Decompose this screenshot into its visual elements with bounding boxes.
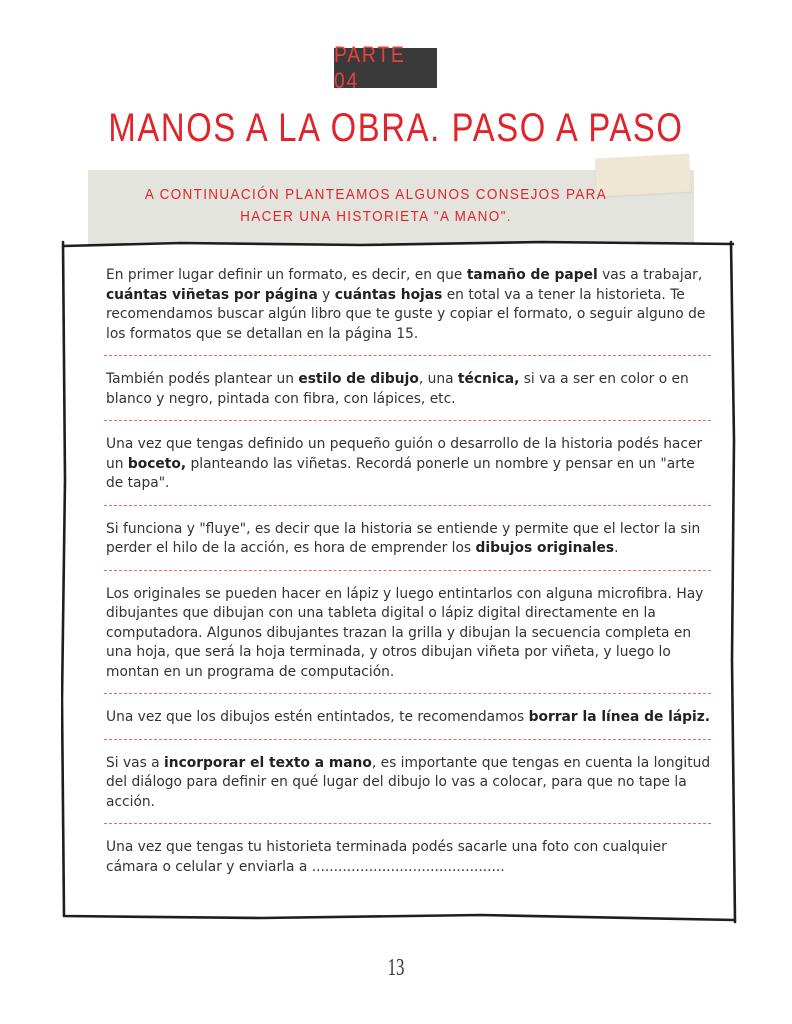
highlight: tamaño de papel [466,267,598,283]
page-title: MANOS A LA OBRA. PASO A PASO [108,106,684,150]
tip-paragraph-8: Una vez que tengas tu historieta terminada podés sacarle una foto con cualquier cámara o celular y enviarla a ............................................ [106,839,667,875]
page-number: 13 [387,955,405,981]
tip-paragraph-6: Una vez que los dibujos estén entintados, te recomendamos borrar la línea de lápiz. [106,709,711,725]
dashed-divider [104,823,711,824]
tip-paragraph-7: Si vas a incorporar el texto a mano, es importante que tengas en cuenta la longitud del diálogo para definir en qué lugar del dibujo lo vas a colocar, para que no tape la acción. [106,754,711,810]
dashed-divider [104,739,711,740]
highlight: técnica, [457,371,520,387]
highlight: cuántas hojas [334,286,443,303]
part-label-badge [334,42,437,93]
highlight: dibujos originales [475,540,615,556]
dashed-divider [104,420,711,421]
subtitle-line-2: HACER UNA HISTORIETA "A MANO". [240,208,512,225]
tip-paragraph-3: Una vez que tengas definido un pequeño guión o desarrollo de la historia podés hacer un boceto, planteando las viñetas. Recordá ponerle un nombre y pensar en un "arte de tapa". [106,436,703,491]
highlight: incorporar el texto a mano [164,754,372,771]
dashed-divider [104,693,711,694]
highlight: cuántas viñetas por página [106,286,318,303]
subtitle-line-1: A CONTINUACIÓN PLANTEAMOS ALGUNOS CONSEJOS PARA [144,186,608,203]
dashed-divider [104,505,711,506]
tip-paragraph-2: También podés plantear un estilo de dibujo, una técnica, si va a ser en color o en blanco y negro, pintada con fibra, con lápices, etc. [106,371,689,407]
tip-paragraph-1: En primer lugar definir un formato, es decir, en que tamaño de papel vas a trabajar, cuántas viñetas por página y cuántas hojas en total va a tener la historieta. Te recomendamos buscar algún libro que te guste y copiar el formato, o seguir alguno de los formatos que se detallan en la página 15. [106,267,706,342]
tips-list [106,266,711,877]
highlight: borrar la línea de lápiz. [528,709,711,725]
dashed-divider [104,355,711,356]
part-label: PARTE 04 [334,42,406,93]
email-blank: ............................................ [311,858,505,875]
tip-paragraph-4: Si funciona y "fluye", es decir que la historia se entiende y permite que el lector la sin perder el hilo de la acción, es hora de emprender los dibujos originales. [106,520,701,556]
highlight: estilo de dibujo [298,371,419,387]
dashed-divider [104,570,711,571]
subtitle [117,184,635,228]
highlight: boceto, [127,455,187,472]
tip-paragraph-5: Los originales se pueden hacer en lápiz y luego entintarlos con alguna microfibra. Hay dibujantes que dibujan con una tableta digital o lápiz digital directamente en la computadora. Algunos dibujantes trazan la grilla y dibujan la secuencia completa en una hoja, que será la hoja terminada, y otros dibujan viñeta por viñeta, y luego lo montan en un programa de computación. [106,585,704,680]
